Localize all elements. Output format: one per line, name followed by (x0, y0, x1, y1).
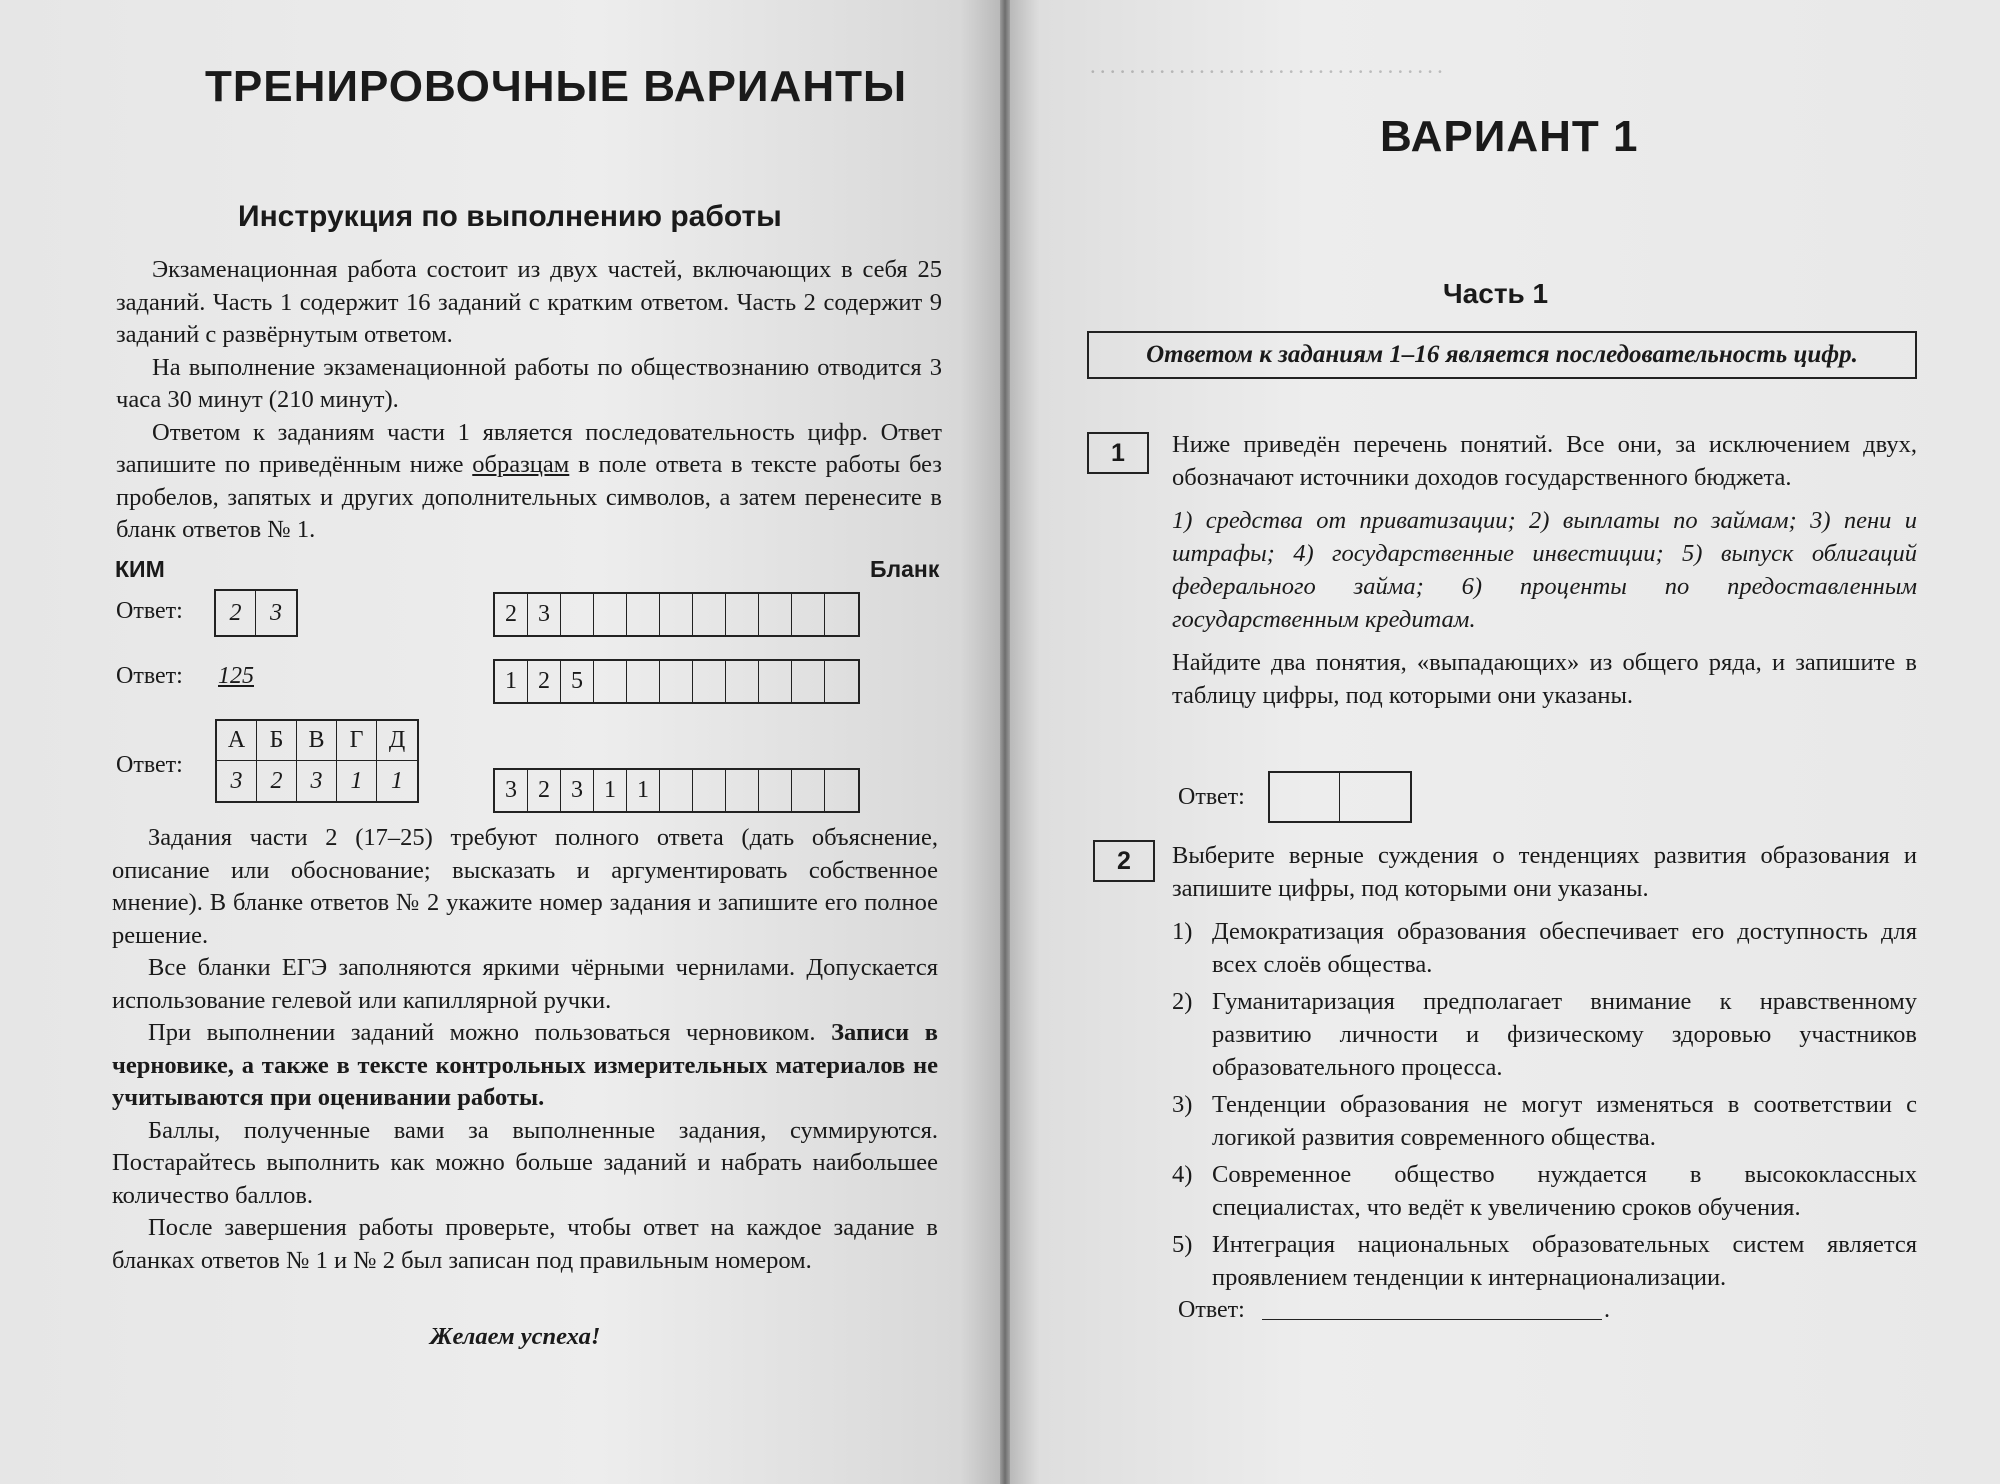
example3-answer-label: Ответ: (116, 752, 183, 778)
blank-cell (660, 770, 693, 811)
blank-cell (792, 770, 825, 811)
question2-option (1172, 985, 1917, 1084)
grid-header-cell: А (217, 721, 257, 761)
blank-cell: 5 (561, 661, 594, 702)
paragraph-check: После завершения работы проверьте, чтобы ответ на каждое задание в бланках ответов № 1 и № 2 был записан под правильным номером. (112, 1214, 938, 1274)
grid-value-cell: 1 (391, 767, 403, 794)
option-number: 2) (1172, 988, 1193, 1015)
book-gutter (1000, 0, 1010, 1484)
grid-value-cell: 1 (337, 761, 377, 801)
grid-value-cell: 3 (297, 761, 337, 801)
question2-text (1172, 839, 1917, 1298)
blank-cell: 2 (528, 661, 561, 702)
good-luck-text: Желаем успеха! (430, 1323, 601, 1350)
grid-header-cell: Д (377, 721, 417, 761)
paragraph-draft (112, 1017, 938, 1115)
blank-cell (594, 594, 627, 635)
kim-label: КИМ (115, 556, 165, 582)
option-text: Тенденции образования не могут изменяться в соответствии с логикой развития современного общества. (1212, 1091, 1917, 1151)
example3-blank-cells (493, 768, 860, 813)
question2-answer-label: Ответ: (1178, 1297, 1245, 1323)
paragraph-answer-format-a: Ответом к заданиям части 1 является последовательность цифр. Ответ запишите по приведённым ниже (116, 418, 942, 478)
option-number: 1) (1172, 918, 1193, 945)
variant-title: ВАРИАНТ 1 (1380, 112, 1639, 161)
blank-cell: 1 (627, 770, 660, 811)
option-number: 5) (1172, 1231, 1193, 1258)
blank-cell: 1 (495, 661, 528, 702)
paragraph-time: На выполнение экзаменационной работы по обществознанию отводится 3 часа 30 минут (210 минут). (116, 353, 942, 413)
blank-cell (726, 770, 759, 811)
grid-header-cell: Б (257, 721, 297, 761)
instructions-heading: Инструкция по выполнению работы (238, 200, 782, 233)
grid-value-cell: 2 (257, 761, 297, 801)
blank-cell (594, 661, 627, 702)
paragraph-draft-b: Записи в черновике, а также в тексте контрольных измерительных материалов не учитываются при оценивании работы. (112, 1019, 938, 1111)
blank-cell (660, 594, 693, 635)
part1-instruction-box: Ответом к заданиям 1–16 является последовательность цифр. (1087, 331, 1917, 379)
example2-kim-value: 125 (218, 663, 254, 689)
blank-cell (792, 661, 825, 702)
blank-cell (693, 661, 726, 702)
blank-cell (759, 661, 792, 702)
page-title: ТРЕНИРОВОЧНЫЕ ВАРИАНТЫ (205, 62, 908, 111)
blank-cell (759, 594, 792, 635)
samples-word: образцам (472, 451, 570, 478)
answer-cell[interactable] (1270, 773, 1340, 821)
option-text: Демократизация образования обеспечивает его доступность для всех слоёв общества. (1212, 918, 1917, 978)
blank-cell (693, 770, 726, 811)
option-number: 3) (1172, 1091, 1193, 1118)
question1-items: 1) средства от приватизации; 2) выплаты по займам; 3) пени и штрафы; 4) государственные инвестиции; 5) выпуск облигаций федерального займа; 6) проценты по предоставленным государственным кредитам. (1172, 507, 1917, 633)
blank-label: Бланк (870, 556, 940, 582)
blank-cell: 2 (495, 594, 528, 635)
question2-answer-end: . (1604, 1297, 1610, 1323)
blank-cell (759, 770, 792, 811)
blank-cell (660, 661, 693, 702)
blank-cell (561, 594, 594, 635)
blank-cell (627, 661, 660, 702)
grid-value-cell: 3 (217, 761, 257, 801)
part-heading: Часть 1 (1443, 278, 1549, 309)
paragraph-ink: Все бланки ЕГЭ заполняются яркими чёрными чернилами. Допускается использование гелевой или капиллярной ручки. (112, 954, 938, 1014)
instructions-text-top (116, 254, 942, 547)
blank-cell: 3 (528, 594, 561, 635)
example1-kim-cells (214, 589, 298, 637)
blank-cell: 3 (495, 770, 528, 811)
question1-task: Найдите два понятия, «выпадающих» из общего ряда, и запишите в таблицу цифры, под которыми они указаны. (1172, 649, 1917, 709)
question1-text (1172, 428, 1917, 722)
option-text: Гуманитаризация предполагает внимание к нравственному развитию личности и физическому здоровью участников образовательного процесса. (1212, 988, 1917, 1081)
option-text: Современное общество нуждается в высококлассных специалистах, что ведёт к увеличению сроков обучения. (1212, 1161, 1917, 1221)
question2-intro: Выберите верные суждения о тенденциях развития образования и запишите цифры, под которыми они указаны. (1172, 842, 1917, 902)
option-number: 4) (1172, 1161, 1193, 1188)
example2-blank-cells (493, 659, 860, 704)
question2-answer-line[interactable] (1262, 1319, 1602, 1320)
grid-header-cell: Г (337, 721, 377, 761)
question2-option (1172, 1228, 1917, 1294)
blank-cell (825, 770, 858, 811)
question2-option (1172, 1158, 1917, 1224)
question2-number: 2 (1093, 840, 1155, 882)
blank-cell (825, 661, 858, 702)
paragraph-answer-format (116, 417, 942, 547)
blank-cell (825, 594, 858, 635)
question1-intro: Ниже приведён перечень понятий. Все они, за исключением двух, обозначают источники доходов государственного бюджета. (1172, 431, 1917, 491)
question1-answer-cells (1268, 771, 1412, 823)
kim-cell: 3 (270, 599, 282, 626)
blank-cell (726, 594, 759, 635)
blank-cell (792, 594, 825, 635)
blank-cell (693, 594, 726, 635)
question2-option (1172, 915, 1917, 981)
paragraph-scores: Баллы, полученные вами за выполненные задания, суммируются. Постарайтесь выполнить как можно больше заданий и набрать наибольшее количество баллов. (112, 1116, 938, 1209)
kim-cell: 2 (216, 591, 256, 635)
paragraph-structure: Экзаменационная работа состоит из двух частей, включающих в себя 25 заданий. Часть 1 содержит 16 заданий с кратким ответом. Часть 2 содержит 9 заданий с развёрнутым ответом. (116, 256, 942, 348)
example1-answer-label: Ответ: (116, 598, 183, 624)
paragraph-part2: Задания части 2 (17–25) требуют полного ответа (дать объяснение, описание или обоснование; высказать и аргументировать собственное мнение). В бланке ответов № 2 укажите номер задания и запишите его полное решение. (112, 824, 938, 949)
question2-options (1172, 915, 1917, 1294)
paragraph-answer-format-b: в поле ответа в тексте работы без пробелов, запятых и других дополнительных символов, а затем перенесите в бланк ответов № 1. (116, 451, 942, 543)
instructions-text-bottom (112, 822, 938, 1277)
blank-cell: 1 (594, 770, 627, 811)
question1-answer-label: Ответ: (1178, 784, 1245, 810)
example3-kim-grid (215, 719, 419, 803)
blank-cell (627, 594, 660, 635)
blank-cell: 3 (561, 770, 594, 811)
answer-cell[interactable] (1340, 773, 1410, 821)
option-text: Интеграция национальных образовательных систем является проявлением тенденции к интернационализации. (1212, 1231, 1917, 1291)
grid-header-cell: В (297, 721, 337, 761)
bleed-through-header: · · · · · · · · · · · · · · · · · · · · · · · · · · · · · · · · · · · · (1090, 62, 1443, 81)
paragraph-draft-a: При выполнении заданий можно пользоваться черновиком. (148, 1019, 832, 1046)
blank-cell: 2 (528, 770, 561, 811)
blank-cell (726, 661, 759, 702)
question1-number: 1 (1087, 432, 1149, 474)
example1-blank-cells (493, 592, 860, 637)
example2-answer-label: Ответ: (116, 663, 183, 689)
question2-option (1172, 1088, 1917, 1154)
